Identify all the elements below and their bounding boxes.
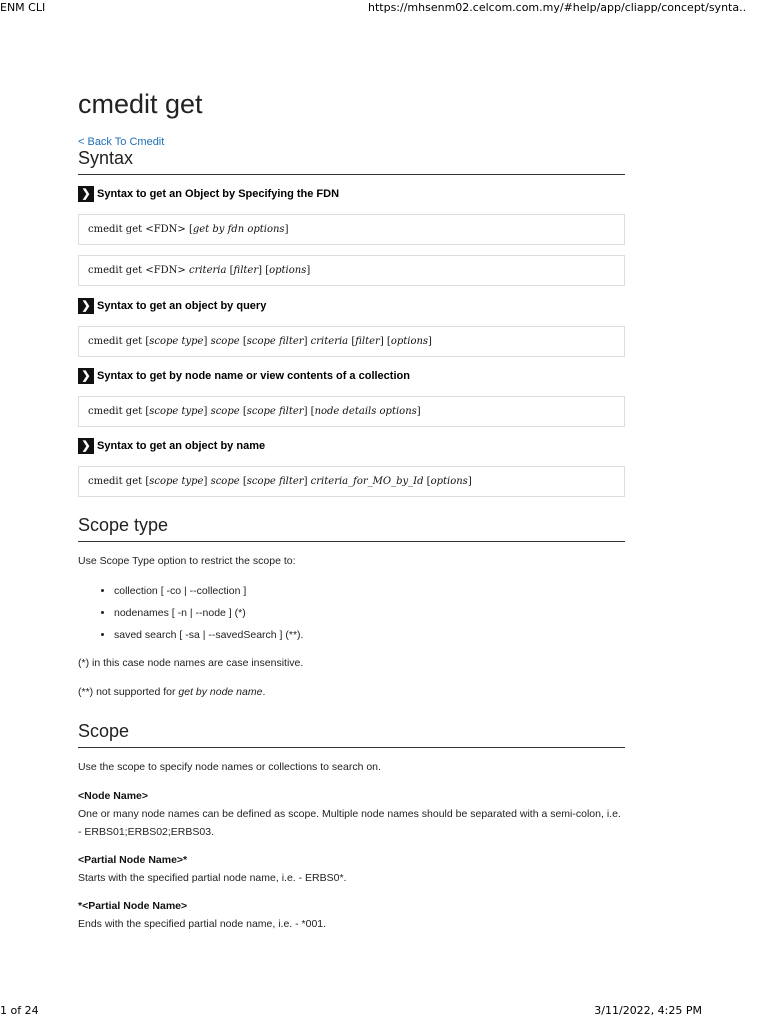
scope-heading: Scope bbox=[78, 721, 625, 748]
list-item: • collection [ -co | --collection ] bbox=[114, 580, 625, 602]
scope-type-note-1: (*) in this case node names are case insensitive. bbox=[78, 657, 304, 669]
chevron-right-icon[interactable]: ❯ bbox=[78, 368, 94, 384]
subheading-label: Syntax to get by node name or view contents of a collection bbox=[97, 370, 410, 382]
print-header-title: ENM CLI bbox=[0, 1, 46, 14]
scope-type-heading: Scope type bbox=[78, 515, 625, 542]
code-block: cmedit get <FDN> [ get by fdn options ] bbox=[78, 214, 625, 245]
code-block: cmedit get [ scope type ] scope [ scope filter ] criteria [ filter ] [ options ] bbox=[78, 326, 625, 357]
page-title: cmedit get bbox=[78, 89, 203, 119]
print-footer bbox=[0, 1004, 768, 1024]
code-block: cmedit get [ scope type ] scope [ scope filter ] criteria_for_MO_by_Id [ options ] bbox=[78, 466, 625, 497]
print-header-url: https://mhsenm02.celcom.com.my/#help/app/cliapp/concept/synta.. bbox=[368, 1, 747, 14]
chevron-right-icon[interactable]: ❯ bbox=[78, 298, 94, 314]
code-block: cmedit get [ scope type ] scope [ scope filter ] [ node details options ] bbox=[78, 396, 625, 427]
page-number: 1 of 24 bbox=[0, 1004, 39, 1017]
syntax-heading: Syntax bbox=[78, 148, 625, 175]
print-header bbox=[0, 0, 768, 20]
syntax-subheading-fdn[interactable] bbox=[78, 185, 625, 203]
definition-term: <Partial Node Name>* bbox=[78, 854, 188, 866]
syntax-subheading-query[interactable] bbox=[78, 297, 625, 315]
main-content bbox=[78, 86, 625, 933]
definition-description: Starts with the specified partial node name, i.e. - ERBS0*. bbox=[78, 872, 347, 884]
scope-type-list bbox=[78, 580, 625, 646]
definition-term: *<Partial Node Name> bbox=[78, 900, 188, 912]
scope-type-note-2: (**) not supported for get by node name. bbox=[78, 686, 266, 698]
definition-term: <Node Name> bbox=[78, 790, 149, 802]
list-item: • nodenames [ -n | --node ] (*) bbox=[114, 602, 625, 624]
code-block: cmedit get <FDN> criteria [ filter ] [ options ] bbox=[78, 255, 625, 286]
syntax-subheading-node-name[interactable] bbox=[78, 367, 625, 385]
syntax-subheading-by-name[interactable] bbox=[78, 437, 625, 455]
definition-description: Ends with the specified partial node name, i.e. - *001. bbox=[78, 918, 327, 930]
subheading-label: Syntax to get an object by query bbox=[97, 300, 267, 312]
definition-description: One or many node names can be defined as scope. Multiple node names should be separated with a semi-colon, i.e. - ERBS01;ERBS02;ERBS03. bbox=[78, 808, 621, 838]
chevron-right-icon[interactable]: ❯ bbox=[78, 186, 94, 202]
print-datetime: 3/11/2022, 4:25 PM bbox=[594, 1004, 702, 1017]
back-to-cmedit-link[interactable]: < Back To Cmedit bbox=[78, 136, 165, 148]
chevron-right-icon[interactable]: ❯ bbox=[78, 438, 94, 454]
scope-type-intro: Use Scope Type option to restrict the scope to: bbox=[78, 555, 296, 567]
scope-intro: Use the scope to specify node names or collections to search on. bbox=[78, 761, 381, 773]
subheading-label: Syntax to get an Object by Specifying the FDN bbox=[97, 188, 340, 200]
subheading-label: Syntax to get an object by name bbox=[97, 440, 266, 452]
list-item: • saved search [ -sa | --savedSearch ] (**). bbox=[114, 624, 625, 646]
